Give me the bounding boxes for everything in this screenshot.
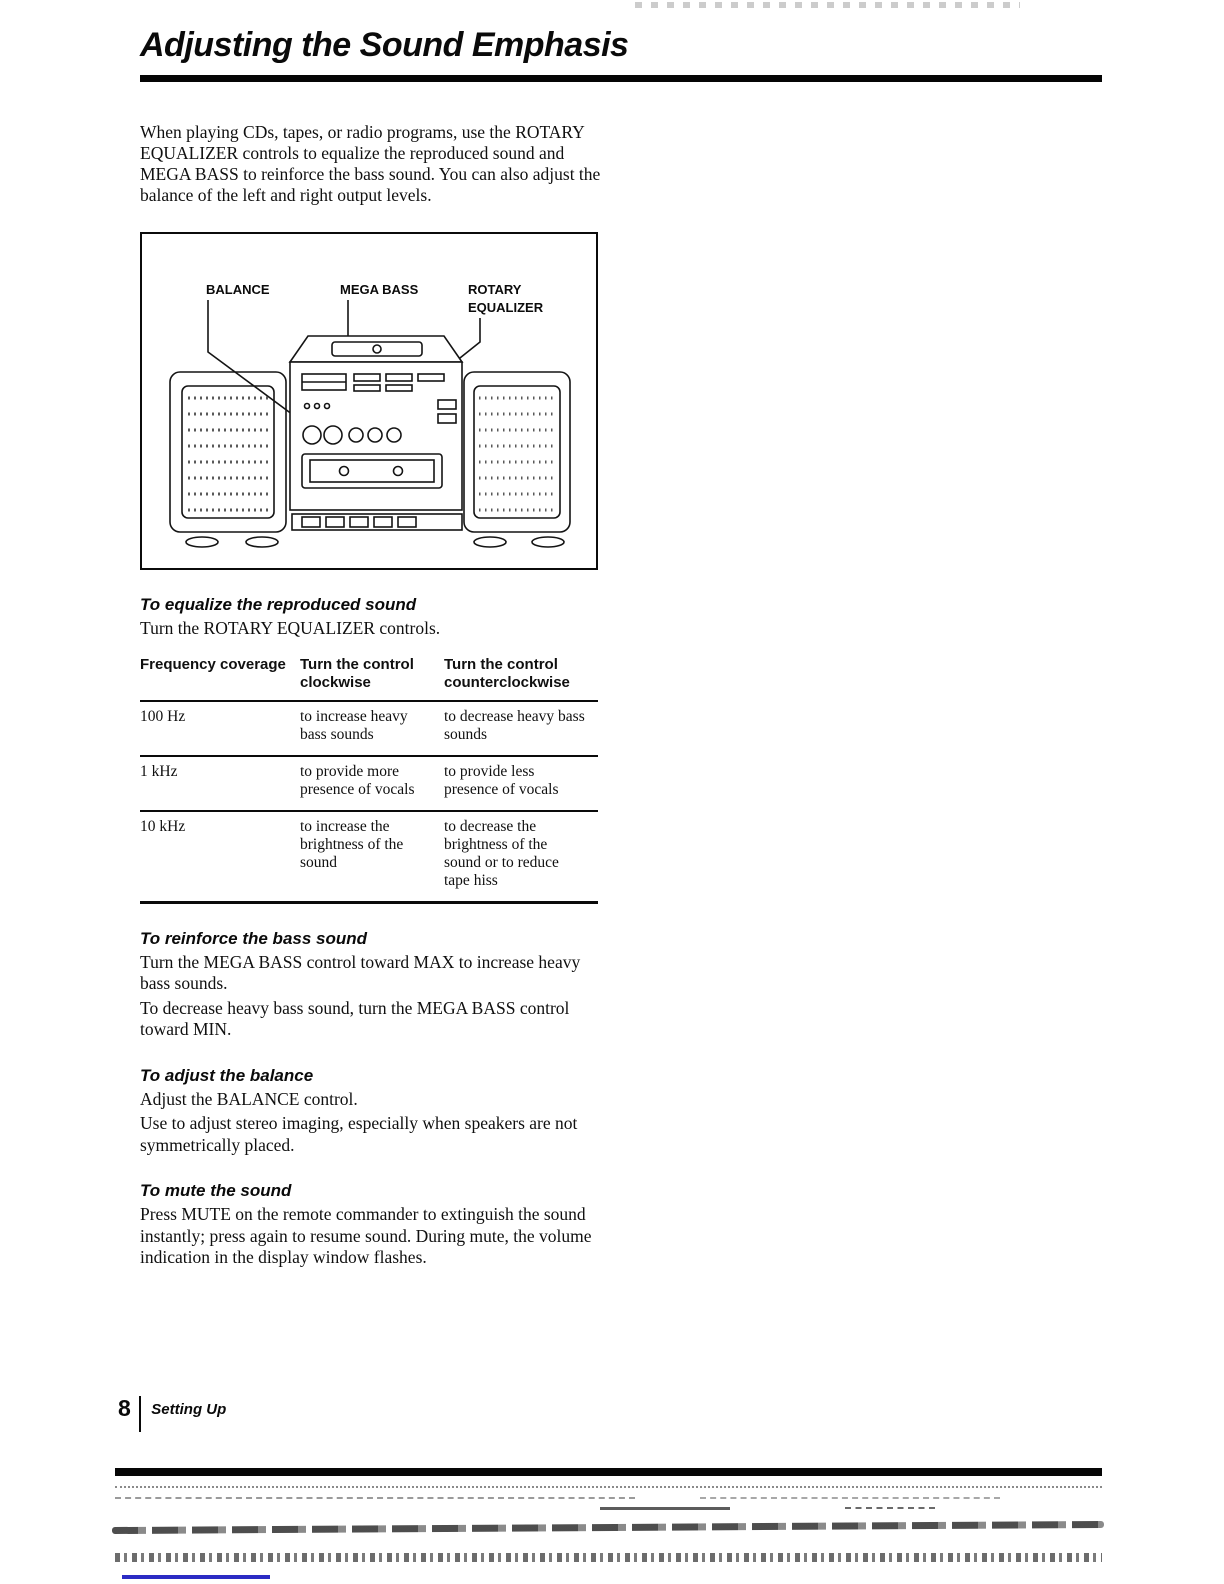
header-clockwise: Turn the control clockwise bbox=[300, 656, 444, 701]
bass-heading: To reinforce the bass sound bbox=[140, 928, 368, 948]
table-cell: to decrease the brightness of the sound or to reduce tape hiss bbox=[444, 811, 598, 903]
mute-paragraph: Press MUTE on the remote commander to extinguish the sound instantly; press again to resume sound. During mute, the volume indication in the display window flashes. bbox=[140, 1204, 592, 1267]
equalize-heading: To equalize the reproduced sound bbox=[140, 595, 417, 614]
intro-paragraph: When playing CDs, tapes, or radio programs, use the ROTARY EQUALIZER controls to equalize the reproduced sound and MEGA BASS to reinforce the bass sound. You can also adjust the balance of the left and right output levels. bbox=[140, 122, 601, 205]
equalize-body: Turn the ROTARY EQUALIZER controls. bbox=[140, 618, 441, 638]
footer-page-number: 8 bbox=[118, 1395, 131, 1421]
boombox-figure-drawing bbox=[142, 234, 596, 568]
header-counterclockwise: Turn the control counterclockwise bbox=[444, 656, 598, 701]
bass-paragraph-1: Turn the MEGA BASS control toward MAX to increase heavy bass sounds. bbox=[140, 951, 581, 993]
scan-artifact-blue-line bbox=[122, 1575, 270, 1579]
equalizer-table bbox=[140, 656, 598, 904]
cd-lid bbox=[332, 342, 422, 356]
rotary-equalizer-label-line2: EQUALIZER bbox=[468, 300, 544, 315]
bottom-rule bbox=[115, 1468, 1102, 1476]
balance-label: BALANCE bbox=[206, 282, 270, 297]
table-cell: to increase the brightness of the sound bbox=[300, 811, 444, 903]
header-frequency-coverage: Frequency coverage bbox=[140, 656, 300, 701]
table-cell: to provide less presence of vocals bbox=[444, 756, 598, 811]
scan-artifact-smudge bbox=[112, 1521, 1104, 1534]
scan-artifact-dots bbox=[115, 1486, 1102, 1488]
table-cell: 1 kHz bbox=[140, 756, 300, 811]
table-cell: to decrease heavy bass sounds bbox=[444, 701, 598, 756]
center-unit bbox=[290, 336, 462, 510]
left-speaker-grille bbox=[188, 398, 268, 510]
base-and-feet bbox=[186, 514, 564, 547]
scan-artifact-dashes-left bbox=[115, 1497, 635, 1499]
scan-artifact-squiggle bbox=[115, 1553, 1102, 1562]
table-cell: to increase heavy bass sounds bbox=[300, 701, 444, 756]
table-row bbox=[140, 811, 598, 903]
bass-paragraph-2: To decrease heavy bass sound, turn the MEGA BASS control toward MIN. bbox=[140, 997, 570, 1039]
table-cell: to provide more presence of vocals bbox=[300, 756, 444, 811]
page-footer bbox=[118, 1396, 226, 1432]
device-figure bbox=[140, 232, 598, 570]
mega-bass-label: MEGA BASS bbox=[340, 282, 419, 297]
mute-heading: To mute the sound bbox=[140, 1181, 292, 1200]
right-speaker-grille bbox=[479, 398, 555, 510]
table-cell: 10 kHz bbox=[140, 811, 300, 903]
scan-artifact-mark-1 bbox=[600, 1507, 730, 1510]
table-cell: 100 Hz bbox=[140, 701, 300, 756]
rotary-equalizer-label-line1: ROTARY bbox=[468, 282, 522, 297]
title-rule bbox=[140, 75, 1102, 82]
page-content bbox=[140, 26, 1102, 1269]
footer-divider bbox=[139, 1396, 142, 1432]
balance-paragraph-1: Adjust the BALANCE control. bbox=[140, 1088, 358, 1109]
table-row bbox=[140, 756, 598, 811]
scan-artifact-mark-2 bbox=[845, 1507, 935, 1509]
scan-artifact-dashes-right bbox=[700, 1497, 1000, 1499]
page-title: Adjusting the Sound Emphasis bbox=[140, 26, 629, 64]
right-speaker bbox=[464, 372, 570, 532]
scan-artifact-top bbox=[635, 2, 1020, 8]
balance-heading: To adjust the balance bbox=[140, 1065, 314, 1085]
footer-section-label: Setting Up bbox=[151, 1401, 227, 1418]
balance-paragraph-2: Use to adjust stereo imaging, especially when speakers are not symmetrically placed. bbox=[140, 1113, 578, 1155]
table-header-row bbox=[140, 656, 598, 701]
table-row bbox=[140, 701, 598, 756]
